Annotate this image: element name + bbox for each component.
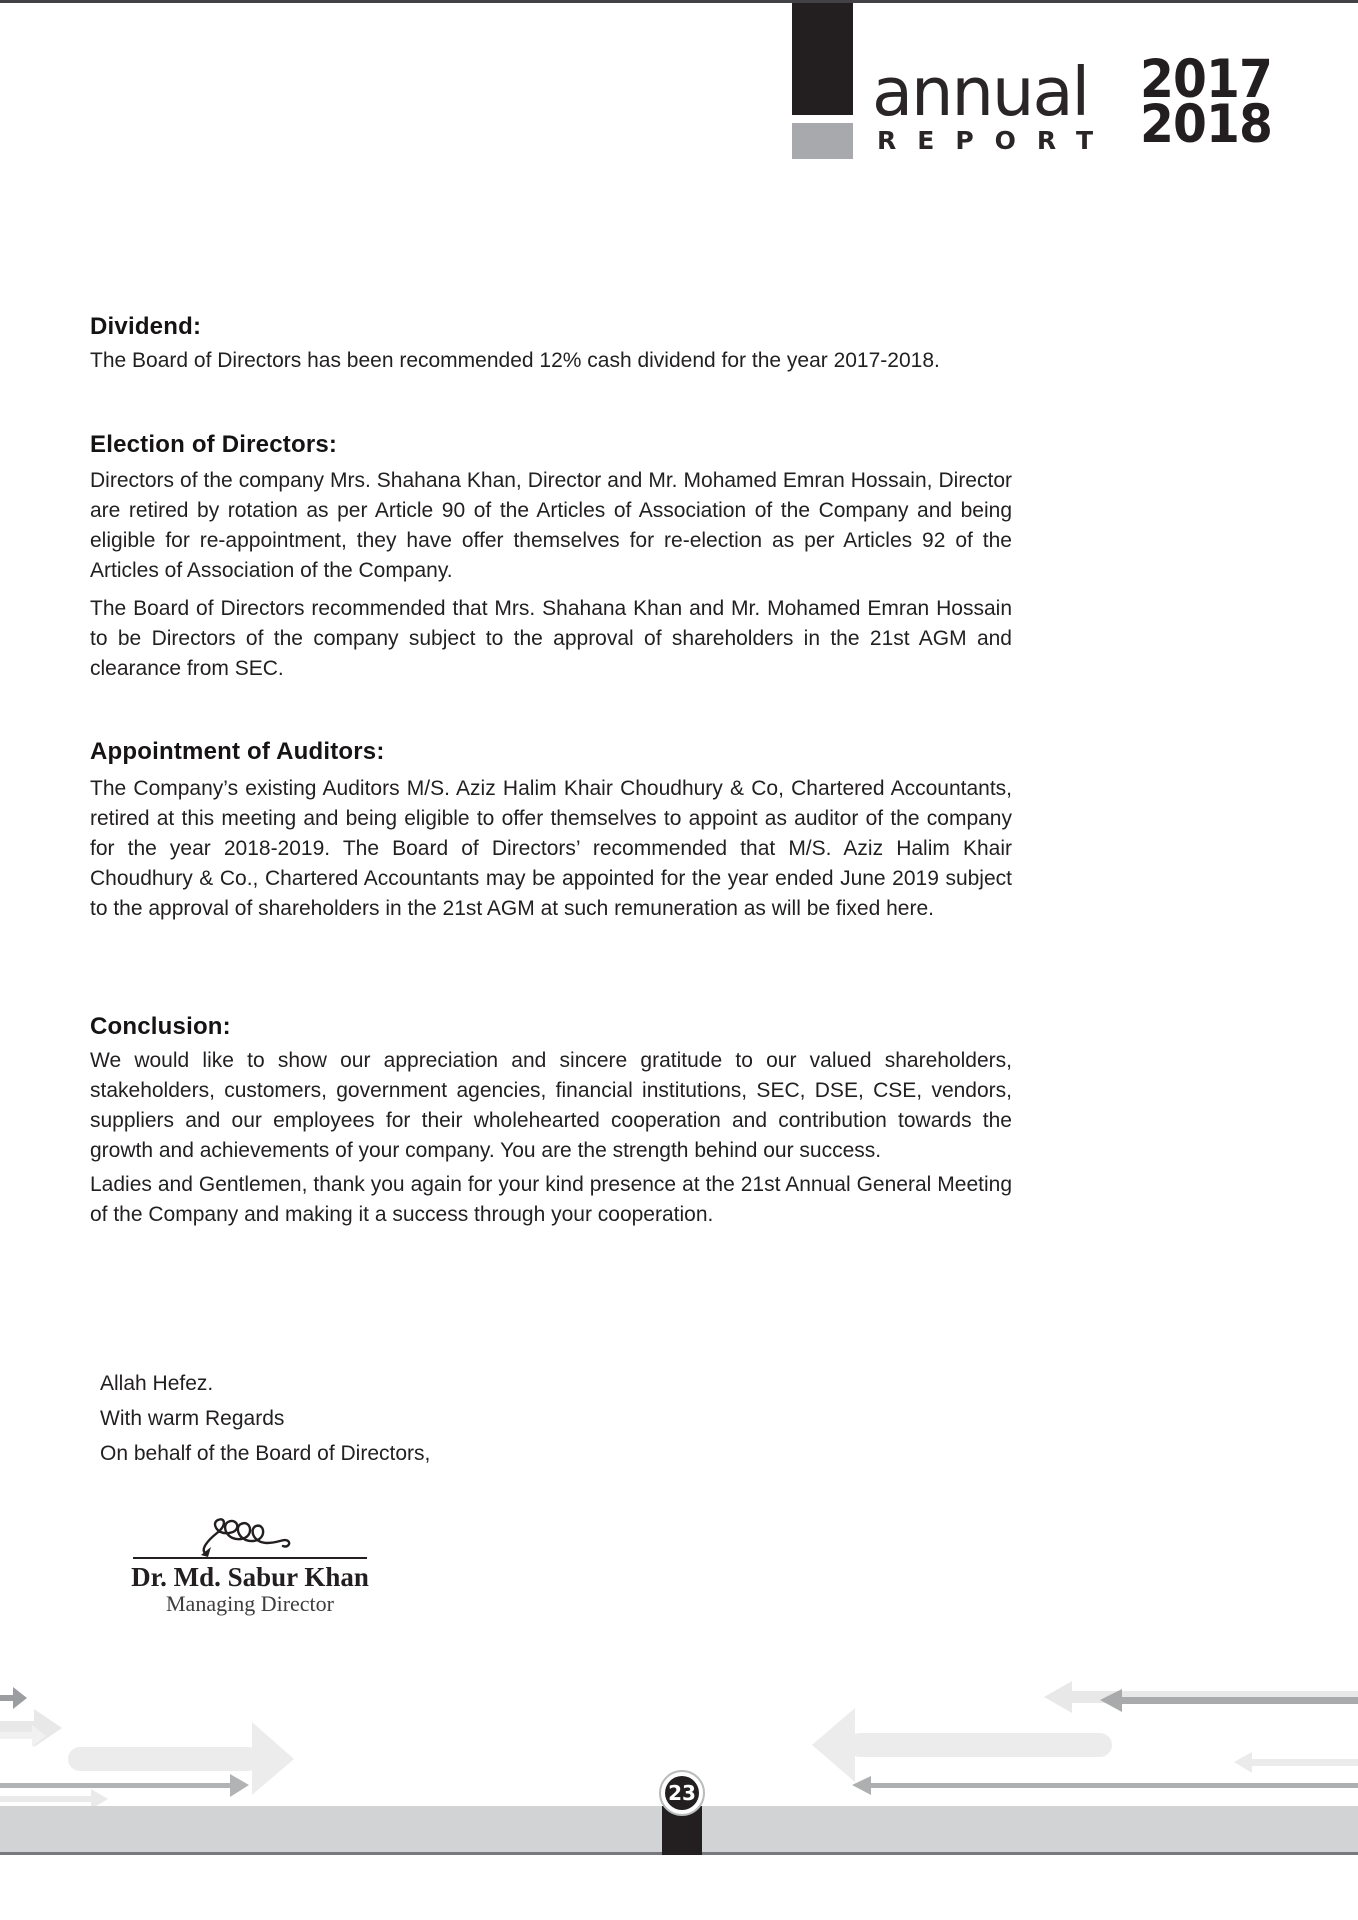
arrow-right-icon <box>0 1774 249 1797</box>
closing-line-2: With warm Regards <box>100 1407 285 1430</box>
conclusion-paragraph-2: Ladies and Gentlemen, thank you again for your kind presence at the 21st Annual General Meeting of the Company and making it a success through your cooperation. <box>90 1173 1012 1226</box>
arrow-right-icon <box>68 1747 260 1771</box>
election-heading: Election of Directors: <box>90 431 338 458</box>
logo-year-bottom: 2018 <box>1140 94 1273 155</box>
arrow-left-icon <box>848 1733 1112 1757</box>
election-paragraph-2: The Board of Directors recommended that Mrs. Shahana Khan and Mr. Mohamed Emran Hossain to be Directors of the company subject to the approval of shareholders in the 21st AGM and clearance from SEC. <box>90 597 1012 680</box>
conclusion-paragraph-1: We would like to show our appreciation and sincere gratitude to our valued shareholders, stakeholders, customers, government agencies, financial institutions, SEC, DSE, CSE, vendors, suppliers and our employees for their wholehearted cooperation and contribution towards the growth and achievements of your company. You are the strength behind our success. <box>90 1049 1012 1162</box>
arrow-left-icon <box>852 1776 1358 1795</box>
closing-block <box>100 1366 800 1471</box>
logo-gray-block <box>792 123 853 159</box>
dividend-heading: Dividend: <box>90 313 202 340</box>
arrow-right-icon <box>0 1687 27 1709</box>
arrow-right-icon <box>252 1722 294 1795</box>
election-paragraph-1: Directors of the company Mrs. Shahana Khan, Director and Mr. Mohamed Emran Hossain, Director are retired by rotation as per Article 90 of the Articles of Association of the Company and being eligible for re-appointment, they have offer themselves for re-election as per Articles 92 of the Articles of Association of the Company. <box>90 469 1012 582</box>
logo-year-top: 2017 <box>1140 49 1273 110</box>
logo-black-block <box>792 3 853 115</box>
signatory-name: Dr. Md. Sabur Khan <box>131 1562 369 1592</box>
signatory-title: Managing Director <box>166 1591 334 1616</box>
auditors-paragraph: The Company’s existing Auditors M/S. Aziz Halim Khair Choudhury & Co, Chartered Accountants, retired at this meeting and being eligible to offer themselves to appoint as auditor of the company for the year 2018-2019. The Board of Directors’ recommended that M/S. Aziz Halim Khair Choudhury & Co., Chartered Accountants may be appointed for the year ended June 2019 subject to the approval of shareholders in the 21st AGM at such remuneration as will be fixed here. <box>90 777 1012 920</box>
arrow-left-icon <box>1234 1752 1358 1773</box>
closing-line-1: Allah Hefez. <box>100 1372 214 1395</box>
conclusion-heading: Conclusion: <box>90 1013 231 1040</box>
logo-years <box>1140 49 1273 155</box>
dividend-paragraph: The Board of Directors has been recommended 12% cash dividend for the year 2017-2018. <box>90 349 940 372</box>
page-number-badge <box>659 1770 705 1816</box>
signature-line <box>133 1557 367 1559</box>
arrow-right-icon <box>0 1709 62 1747</box>
signature-scribble-icon <box>198 1514 298 1560</box>
page-number: 23 <box>665 1776 699 1810</box>
auditors-heading: Appointment of Auditors: <box>90 738 385 765</box>
top-rule <box>0 0 1358 3</box>
logo-annual-text: annual <box>872 53 1089 131</box>
arrow-left-icon <box>812 1708 855 1782</box>
logo-report-text: REPORT <box>877 126 1115 155</box>
closing-line-3: On behalf of the Board of Directors, <box>100 1442 431 1465</box>
